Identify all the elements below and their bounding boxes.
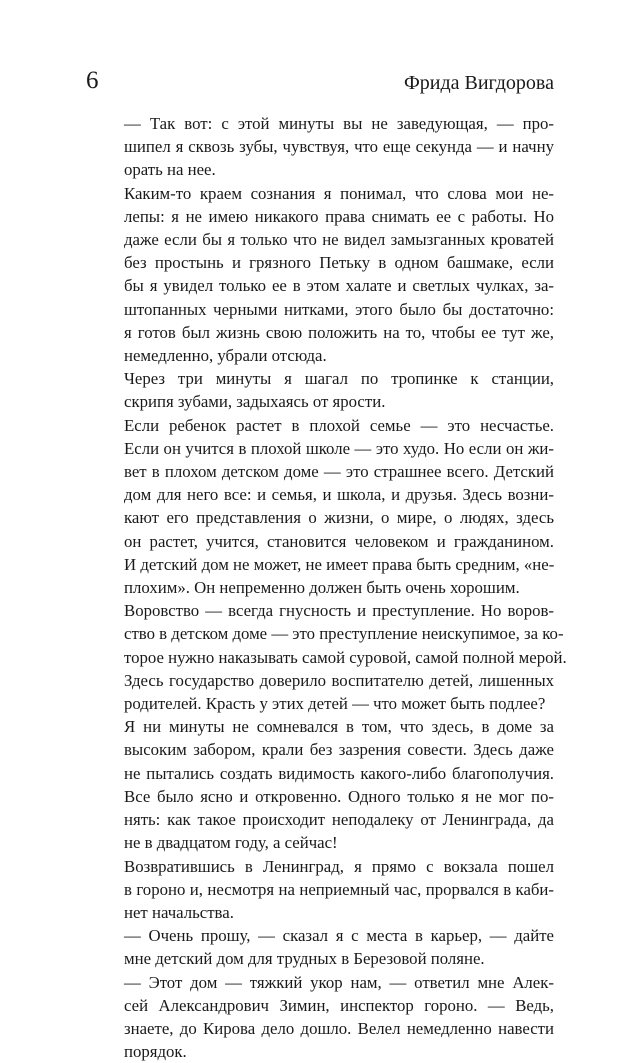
page-number: 6 [86,67,99,94]
text-line: Здесь государство доверило воспитателю детей, лишенных [124,670,554,690]
text-line: ство в детском доме — это преступление неискупимое, за ко- [124,624,564,644]
text-line: шипел я сквозь зубы, чувствуя, что еще секунда — и начну [124,137,554,157]
text-line: без простынь и грязного Петьку в одном башмаке, если [124,253,554,273]
text-line: скрипя зубами, задыхаясь от ярости. [124,392,386,412]
text-line: порядок. [124,1042,187,1062]
paragraph [104,599,567,715]
text-line: Если ребенок растет в плохой семье — это несчастье. [124,415,554,435]
text-line: родителей. Красть у этих детей — что может быть подлее? [124,694,546,714]
running-head-author: Фрида Вигдорова [403,72,554,94]
text-line: нет начальства. [124,902,234,922]
text-line: Каким-то краем сознания я понимал, что слова мои не- [124,183,554,203]
text-line: Если он учится в плохой школе — это худо. Но если он жи- [124,438,554,458]
text-line: Возвратившись в Ленинград, я прямо с вокзала пошел [124,856,554,876]
paragraph [104,414,554,600]
text-line: не пытались создать видимость какого-либо благополучия. [124,763,554,783]
text-line: бы я увидел только ее в этом халате и светлых чулках, за- [124,276,554,296]
text-line: даже если бы я только что не видел замызганных кроватей [124,230,554,250]
paragraph [104,112,554,182]
text-line: сей Александрович Зимин, инспектор гороно. — Ведь, [124,995,554,1015]
text-line: мне детский дом для трудных в Березовой поляне. [124,949,485,969]
text-line: лепы: я не имею никакого права снимать ее с работы. Но [124,206,554,226]
body-text [104,112,567,1063]
text-line: торое нужно наказывать самой суровой, самой полной мерой. [124,647,567,667]
text-line: И детский дом не может, не имеет права быть средним, «не- [124,554,555,574]
text-line: штопанных черными нитками, этого было бы достаточно: [124,299,554,319]
text-line: орать на нее. [124,160,216,180]
text-line: Через три минуты я шагал по тропинке к станции, [124,369,554,389]
text-line: он растет, учится, становится человеком и гражданином. [124,531,554,551]
text-line: знаете, до Кирова дело дошло. Велел немедленно навести [124,1018,554,1038]
text-line: немедленно, убрали отсюда. [124,346,327,366]
text-line: плохим». Он непременно должен быть очень хорошим. [124,578,520,598]
paragraph [104,924,554,970]
text-line: высоким забором, крали без зазрения совести. Здесь даже [124,740,554,760]
paragraph [104,715,554,854]
text-line: в гороно и, несмотря на неприемный час, прорвался в каби- [124,879,554,899]
paragraph [104,855,554,925]
text-line: — Очень прошу, — сказал я с места в карьер, — дайте [124,926,554,946]
text-line: нять: как такое происходит неподалеку от Ленинграда, да [124,810,554,830]
text-line: вет в плохом детском доме — это страшнее всего. Детский [124,462,554,482]
text-line: — Этот дом — тяжкий укор нам, — ответил мне Алек- [124,972,554,992]
paragraph [104,971,554,1063]
text-line: Я ни минуты не сомневался в том, что здесь, в доме за [124,717,554,737]
text-line: — Так вот: с этой минуты вы не заведующая, — про- [124,114,554,133]
text-line: кают его представления о жизни, о мире, о людях, здесь [124,508,554,528]
paragraph [104,182,554,368]
text-line: я готов был жизнь свою положить на то, чтобы ее тут же, [124,322,554,342]
text-line: Все было ясно и откровенно. Одного только я не мог по- [124,786,554,806]
paragraph [104,367,554,413]
text-line: дом для него все: и семья, и школа, и друзья. Здесь возни- [124,485,554,505]
text-line: не в двадцатом году, а сейчас! [124,833,338,853]
text-line: Воровство — всегда гнусность и преступление. Но воров- [124,601,554,621]
